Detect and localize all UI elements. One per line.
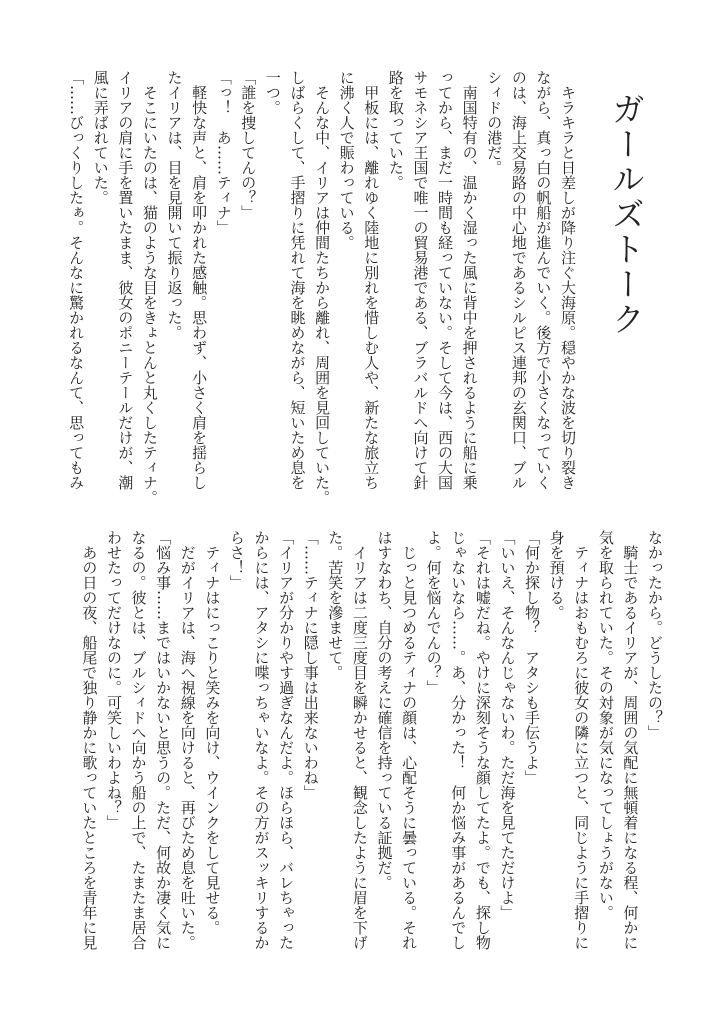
text-line: 風に弄ばれていた。 [91, 70, 110, 205]
text-line: イリアの肩に手を置いたまま、彼女のポニーテールだけが、潮 [116, 70, 135, 490]
text-line: はすなわち、自分の考えに確信を持っている証拠だ。 [375, 530, 394, 890]
text-line: あの日の夜、船尾で独り静かに歌っていたところを青年に見 [80, 530, 99, 950]
text-line: ってから、まだ一時間も経っていない。そして今は、西の大国 [436, 70, 455, 490]
text-line: 南国特有の、温かく湿った風に背中を押されるように船に乗 [460, 70, 479, 490]
text-line: たイリアは、目を見開いて振り返った。 [165, 70, 184, 340]
text-line: た。苦笑を滲ませて。 [326, 530, 345, 680]
text-line: 「……ティナに隠し事は出来ないわね」 [301, 530, 320, 800]
text-line: のは、海上交易路の中心地であるシルピス連邦の玄関口、ブル [509, 70, 528, 490]
text-line: 「何か探し物？ アタシも手伝うよ」 [523, 530, 542, 785]
text-line: なかったから。どうしたの？」 [646, 530, 664, 740]
text-line: ながら、真っ白の帆船が進んでいく。後方で小さくなっていく [534, 70, 553, 490]
text-line: シィドの港だ。 [485, 70, 504, 175]
text-line: 路を取っていた。 [386, 70, 405, 190]
text-line: わせたってだけなのに。可笑しいわよね？」 [104, 530, 123, 830]
text-line: からには、アタシに喋っちゃいなよ。その方がスッキリするか [252, 530, 271, 950]
text-line: 「悩み事……まではいかないと思うの。ただ、何故か凄く気に [154, 530, 173, 950]
text-line: サモネシア王国で唯一の貿易港である、ブラバルドへ向けて針 [411, 70, 430, 490]
text-line: に沸く人で賑わっている。 [337, 70, 356, 250]
text-line: じゃないなら……。あ、分かった！ 何か悩み事があるんでし [449, 530, 468, 950]
text-line: なるの。彼とは、ブルシィドへ向かう船の上で、たまたま居合 [129, 530, 148, 950]
text-line: 軽快な声と、肩を叩かれた感触。思わず、小さく肩を揺らし [190, 70, 209, 490]
text-line: イリアは二度三度目を瞬かせると、観念したように眉を下げ [350, 530, 369, 950]
text-line: ティナはおもむろに彼女の隣に立つと、同じように手摺りに [572, 530, 591, 950]
text-line: 「誰を捜してんの？」 [239, 70, 258, 220]
text-line: 「っ！ あ……ティナ」 [214, 70, 233, 235]
text-line: 「……びっくりしたぁ。そんなに驚かれるなんて、思ってもみ [67, 70, 86, 490]
text-line: 「それは嘘だね。やけに深刻そうな顔してたよ。でも、探し物 [473, 530, 492, 950]
text-line: ティナはにっこりと笑みを向け、ウインクをして見せる。 [203, 530, 222, 935]
text-line: 一つ。 [263, 70, 282, 115]
text-line: キラキラと日差しが降り注ぐ大海原。穏やかな波を切り裂き [559, 70, 577, 490]
text-line: じっと見つめるティナの顔は、心配そうに曇っている。それ [400, 530, 419, 950]
text-line: 身を預ける。 [547, 530, 566, 620]
text-line: だがイリアは、海へ視線を向けると、再びため息を吐いた。 [178, 530, 197, 950]
text-line: そこにいたのは、猫のような目をきょとんと丸くしたティナ。 [140, 70, 159, 505]
text-line: 「イリアが分かりやす過ぎなんだよ。ほらほら、バレちゃった [277, 530, 296, 950]
text-line: しばらくして、手摺りに凭れて海を眺めながら、短いため息を [288, 70, 307, 490]
text-line: らさ！」 [227, 530, 246, 590]
text-line: そんな中、イリアは仲間たちから離れ、周囲を見回していた。 [313, 70, 332, 505]
text-block-bottom [77, 530, 667, 990]
chapter-title: ガールズトーク [607, 92, 646, 337]
text-line: 騎士であるイリアが、周囲の気配に無頓着になる程、何かに [621, 530, 640, 950]
text-line: よ。何を悩んでんの？」 [424, 530, 443, 695]
text-block-top [64, 70, 580, 515]
text-line: 「いいえ、そんなんじゃないわ。ただ海を見てただけよ」 [498, 530, 517, 920]
text-line: 甲板には、離れゆく陸地に別れを惜しむ人や、新たな旅立ち [362, 70, 381, 490]
text-line: 気を取られていた。その対象が気になってしょうがない。 [596, 530, 615, 920]
